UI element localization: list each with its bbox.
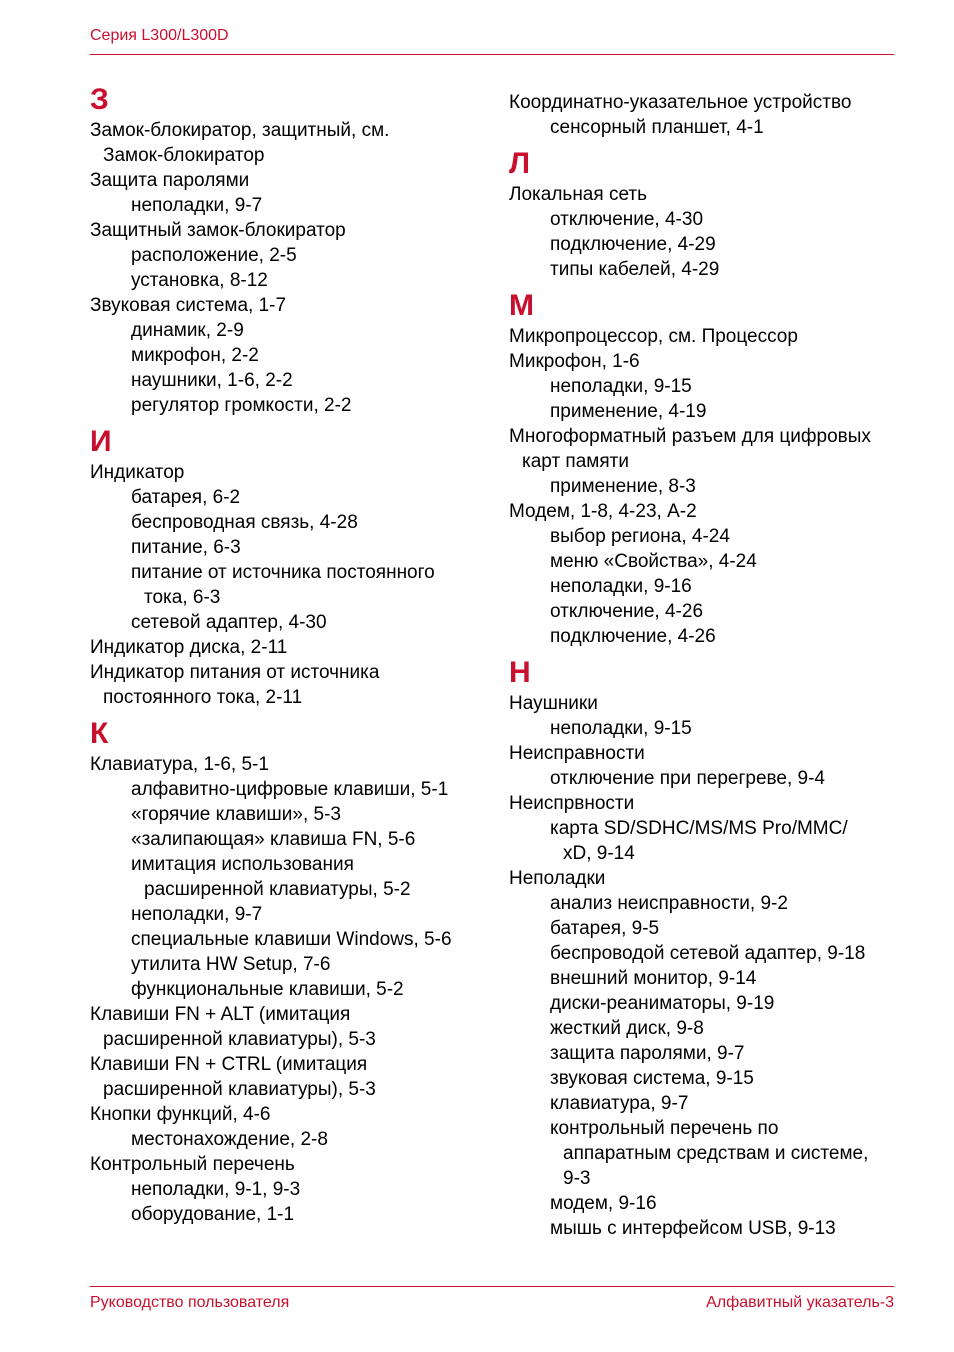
index-section xyxy=(90,82,490,418)
index-subentry: защита паролями, 9-7 xyxy=(550,1043,745,1064)
index-subentry: питание от источника постоянного xyxy=(131,562,435,583)
index-subentry: «залипающая» клавиша FN, 5-6 xyxy=(131,829,416,850)
index-entry: Модем, 1-8, 4-23, A-2 xyxy=(509,501,697,522)
section-letter-heading: К xyxy=(90,717,109,750)
index-subentry: местонахождение, 2-8 xyxy=(131,1129,328,1150)
index-subentry: подключение, 4-29 xyxy=(550,234,716,255)
index-subentry: батарея, 9-5 xyxy=(550,918,660,939)
index-entry: Клавиши FN + CTRL (имитация xyxy=(90,1054,368,1075)
index-subentry: внешний монитор, 9-14 xyxy=(550,968,757,989)
footer-divider xyxy=(90,1286,894,1287)
index-column-right xyxy=(509,84,909,1241)
index-subentry: звуковая система, 9-15 xyxy=(550,1068,754,1089)
index-subentry: применение, 4-19 xyxy=(550,401,707,422)
index-subentry: неполадки, 9-7 xyxy=(131,195,263,216)
index-subentry: утилита HW Setup, 7-6 xyxy=(131,954,331,975)
index-subentry: динамик, 2-9 xyxy=(131,320,244,341)
index-subentry: аппаратным средствам и системе, xyxy=(563,1143,869,1164)
index-subentry: отключение, 4-30 xyxy=(550,209,704,230)
index-entry: Звуковая система, 1-7 xyxy=(90,295,287,316)
index-entry: расширенной клавиатуры), 5-3 xyxy=(103,1029,376,1050)
index-subentry: тока, 6-3 xyxy=(144,587,221,608)
index-subentry: xD, 9-14 xyxy=(563,843,635,864)
index-entry: Наушники xyxy=(509,693,598,714)
index-entry: Контрольный перечень xyxy=(90,1154,295,1175)
index-subentry: неполадки, 9-7 xyxy=(131,904,263,925)
index-subentry: клавиатура, 9-7 xyxy=(550,1093,689,1114)
index-entry: Локальная сеть xyxy=(509,184,647,205)
section-letter-heading: З xyxy=(90,83,109,116)
index-subentry: неполадки, 9-16 xyxy=(550,576,692,597)
index-entry: Неполадки xyxy=(509,868,606,889)
index-subentry: неполадки, 9-1, 9-3 xyxy=(131,1179,301,1200)
index-subentry: подключение, 4-26 xyxy=(550,626,716,647)
index-entry: Защита паролями xyxy=(90,170,250,191)
index-subentry: имитация использования xyxy=(131,854,354,875)
index-subentry: неполадки, 9-15 xyxy=(550,376,692,397)
index-subentry: питание, 6-3 xyxy=(131,537,241,558)
index-subentry: микрофон, 2-2 xyxy=(131,345,259,366)
header-divider xyxy=(90,54,894,55)
index-entry: Многоформатный разъем для цифровых xyxy=(509,426,871,447)
index-subentry: отключение, 4-26 xyxy=(550,601,704,622)
index-entry: Индикатор питания от источника xyxy=(90,662,380,683)
index-subentry: специальные клавиши Windows, 5-6 xyxy=(131,929,452,950)
index-subentry: неполадки, 9-15 xyxy=(550,718,692,739)
index-entry: постоянного тока, 2-11 xyxy=(103,687,303,708)
page-header-title: Серия L300/L300D xyxy=(90,27,229,44)
footer-page-label: Алфавитный указатель-3 xyxy=(706,1294,894,1311)
index-subentry: расположение, 2-5 xyxy=(131,245,297,266)
index-entry: Защитный замок-блокиратор xyxy=(90,220,346,241)
footer-manual-title: Руководство пользователя xyxy=(90,1294,290,1311)
index-section xyxy=(509,288,909,649)
index-entry: Микрофон, 1-6 xyxy=(509,351,640,372)
index-entry: Кнопки функций, 4-6 xyxy=(90,1104,271,1125)
index-section xyxy=(509,655,909,1241)
index-subentry: жесткий диск, 9-8 xyxy=(550,1018,704,1039)
index-column-left xyxy=(90,82,490,1227)
index-entry: Неисправности xyxy=(509,743,645,764)
index-entry: Неиспрвности xyxy=(509,793,635,814)
index-section xyxy=(509,146,909,282)
index-subentry: батарея, 6-2 xyxy=(131,487,241,508)
index-subentry: наушники, 1-6, 2-2 xyxy=(131,370,293,391)
index-section xyxy=(90,424,490,710)
index-entry: Микропроцессор, см. Процессор xyxy=(509,326,798,347)
index-subentry: беспроводой сетевой адаптер, 9-18 xyxy=(550,943,866,964)
index-subentry: диски-реаниматоры, 9-19 xyxy=(550,993,775,1014)
index-entry: карт памяти xyxy=(522,451,629,472)
index-subentry: беспроводная связь, 4-28 xyxy=(131,512,358,533)
index-entry: Замок-блокиратор xyxy=(103,145,265,166)
index-section xyxy=(90,716,490,1227)
index-subentry: регулятор громкости, 2-2 xyxy=(131,395,352,416)
index-entry: Клавиши FN + ALT (имитация xyxy=(90,1004,351,1025)
index-subentry: установка, 8-12 xyxy=(131,270,268,291)
index-entry: Индикатор диска, 2-11 xyxy=(90,637,288,658)
section-letter-heading: И xyxy=(90,425,112,458)
index-section xyxy=(509,90,909,140)
index-subentry: выбор региона, 4-24 xyxy=(550,526,730,547)
index-subentry: мышь с интерфейсом USB, 9-13 xyxy=(550,1218,836,1239)
index-subentry: расширенной клавиатуры, 5-2 xyxy=(144,879,411,900)
index-entry: Индикатор xyxy=(90,462,185,483)
index-subentry: меню «Свойства», 4-24 xyxy=(550,551,757,572)
index-subentry: 9-3 xyxy=(563,1168,591,1189)
section-letter-heading: М xyxy=(509,289,534,322)
index-entry: Клавиатура, 1-6, 5-1 xyxy=(90,754,269,775)
index-subentry: сетевой адаптер, 4-30 xyxy=(131,612,327,633)
index-subentry: применение, 8-3 xyxy=(550,476,696,497)
index-subentry: оборудование, 1-1 xyxy=(131,1204,295,1225)
section-letter-heading: Л xyxy=(509,147,531,180)
index-subentry: алфавитно-цифровые клавиши, 5-1 xyxy=(131,779,449,800)
index-subentry: модем, 9-16 xyxy=(550,1193,657,1214)
index-entry: Координатно-указательное устройство xyxy=(509,92,852,113)
section-letter-heading: Н xyxy=(509,656,531,689)
index-subentry: функциональные клавиши, 5-2 xyxy=(131,979,404,1000)
index-subentry: карта SD/SDHC/MS/MS Pro/MMC/ xyxy=(550,818,848,839)
index-subentry: «горячие клавиши», 5-3 xyxy=(131,804,341,825)
index-entry: расширенной клавиатуры), 5-3 xyxy=(103,1079,376,1100)
index-subentry: анализ неисправности, 9-2 xyxy=(550,893,788,914)
index-subentry: сенсорный планшет, 4-1 xyxy=(550,117,764,138)
index-subentry: отключение при перегреве, 9-4 xyxy=(550,768,825,789)
index-entry: Замок-блокиратор, защитный, см. xyxy=(90,120,390,141)
index-subentry: контрольный перечень по xyxy=(550,1118,779,1139)
index-subentry: типы кабелей, 4-29 xyxy=(550,259,720,280)
